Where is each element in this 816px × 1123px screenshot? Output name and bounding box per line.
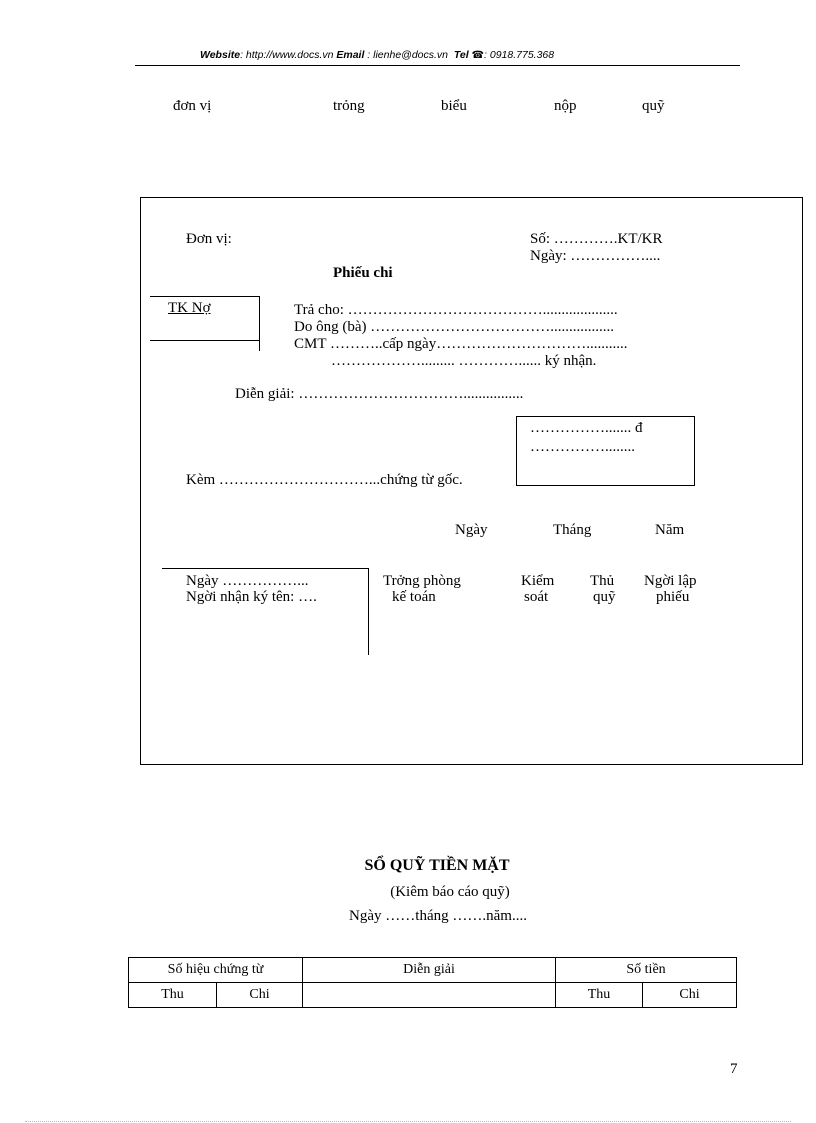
- table-header-cell: Thu: [129, 983, 217, 1008]
- sign-chief-accountant-2: kế toán: [392, 589, 436, 605]
- date-year-label: Năm: [655, 522, 685, 538]
- sign-controller: Kiểm: [521, 573, 555, 589]
- receiver-signature: Ngời nhận ký tên: ….: [186, 589, 317, 605]
- header-rule: [135, 65, 740, 66]
- table-row: [129, 983, 737, 1008]
- payee-line: Do ông (bà) ……………………………….................: [294, 319, 614, 335]
- sign-chief-accountant: Trởng phòng: [383, 573, 461, 589]
- top-word: quỹ: [642, 98, 665, 114]
- tel-value: : 0918.775.368: [484, 49, 555, 61]
- tel-label: Tel: [453, 49, 469, 61]
- top-word: trỏng: [333, 98, 365, 114]
- table-header-cell: Chi: [643, 983, 737, 1008]
- table-header-cell: Số tiền: [556, 958, 737, 983]
- phone-icon: ☎: [471, 50, 485, 61]
- voucher-title: Phiếu chi: [333, 265, 393, 281]
- id-card-line: CMT ………..cấp ngày…………………………...........: [294, 336, 628, 352]
- sign-controller-2: soát: [524, 589, 549, 605]
- table-header-cell: [303, 983, 556, 1008]
- voucher-number: Số: ………….KT/KR: [530, 231, 663, 247]
- cashbook-subtitle: (Kiêm báo cáo quỹ): [390, 884, 510, 900]
- receiver-date: Ngày ……………...: [186, 573, 309, 589]
- table-header-cell: Thu: [556, 983, 643, 1008]
- voucher-date: Ngày: ……………....: [530, 248, 661, 264]
- table-header-cell: Diễn giải: [303, 958, 556, 983]
- sign-cashier: Thủ: [590, 573, 615, 589]
- tk-no-label: TK Nợ: [168, 300, 211, 316]
- cashbook-date: Ngày ……tháng …….năm....: [349, 908, 527, 924]
- cashbook-table: [128, 957, 737, 1008]
- sign-preparer-2: phiếu: [656, 589, 690, 605]
- signature-receipt-line: ………………......... …………...... ký nhận.: [331, 353, 597, 369]
- website-url: : http://www.docs.vn: [240, 49, 334, 61]
- table-header-cell: Số hiệu chứng từ: [129, 958, 303, 983]
- cashbook-title: SỔ QUỸ TIỀN MẶT: [364, 857, 510, 874]
- date-day-label: Ngày: [455, 522, 488, 538]
- page-header: [200, 49, 554, 61]
- email-label: Email: [336, 49, 365, 61]
- table-header-cell: Chi: [217, 983, 303, 1008]
- top-word: biểu: [441, 98, 467, 114]
- tk-no-right-rule: [259, 296, 260, 351]
- sign-preparer: Ngời lập: [644, 573, 697, 589]
- receiver-top-rule: [162, 568, 368, 569]
- tk-no-bottom-rule: [150, 340, 259, 341]
- description-line: Diễn giải: ……………………………................: [235, 386, 524, 402]
- amount-words-line: ……………........: [530, 439, 635, 455]
- page-bottom-rule: [25, 1121, 791, 1122]
- unit-label: Đơn vị:: [186, 231, 232, 247]
- sign-cashier-2: quỹ: [593, 589, 616, 605]
- page-number: 7: [730, 1061, 738, 1077]
- top-word: nộp: [554, 98, 577, 114]
- attachments-line: Kèm …………………………...chứng từ gốc.: [186, 472, 463, 488]
- email-value: : lienhe@docs.vn: [364, 49, 449, 61]
- top-word: đơn vị: [173, 98, 212, 114]
- receiver-right-rule: [368, 568, 369, 655]
- website-label: Website: [200, 49, 241, 61]
- table-row: [129, 958, 737, 983]
- tk-no-top-rule: [150, 296, 259, 297]
- pay-to-line: Trả cho: …………………………………....................: [294, 302, 618, 318]
- amount-line: ……………....... đ: [530, 420, 643, 436]
- date-month-label: Tháng: [553, 522, 592, 538]
